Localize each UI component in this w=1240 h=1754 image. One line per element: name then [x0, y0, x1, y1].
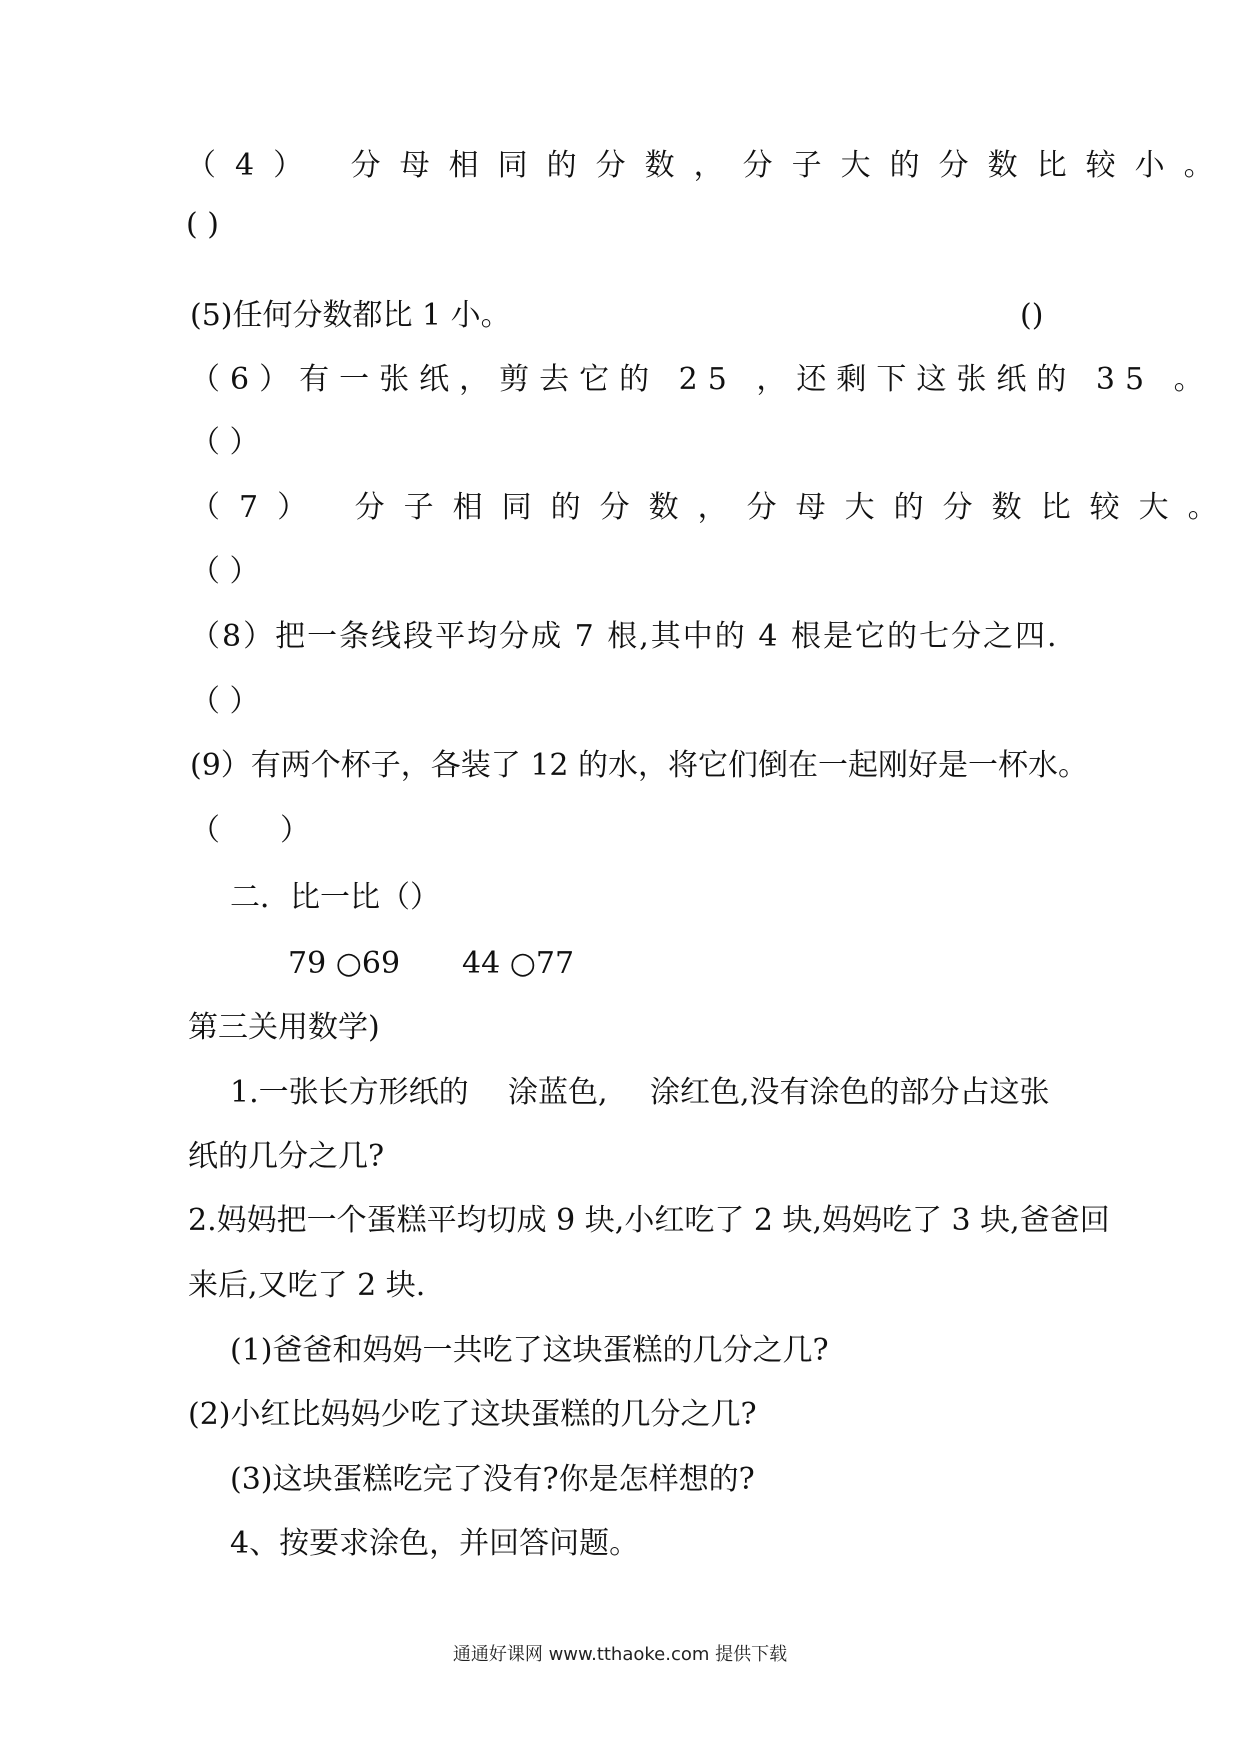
q4-bracket: ( ) [186, 207, 219, 242]
section3-p1-part-c: 涂红色,没有涂色的部分占这张 [650, 1075, 1050, 1110]
section3-sub-2: (2)小红比妈妈少吃了这块蛋糕的几分之几? [188, 1397, 757, 1432]
section3-sub-3: (3)这块蛋糕吃完了没有?你是怎样想的? [230, 1462, 755, 1497]
q7-bracket: （ ） [190, 554, 260, 589]
section3-p1-part-a: 1.一张长方形纸的 [230, 1075, 469, 1110]
q8-bracket: （ ） [190, 684, 260, 719]
q9-text: (9）有两个杯子，各装了 12 的水，将它们倒在一起刚好是一杯水。 [190, 748, 1089, 783]
section3-p1-part-d: 纸的几分之几? [188, 1139, 385, 1174]
compare-item-2: 44 ○77 [462, 946, 575, 981]
compare-item-1: 79 ○69 [288, 946, 401, 981]
section3-p1-part-b: 涂蓝色, [508, 1075, 608, 1110]
section3-p2-line-2: 来后,又吃了 2 块. [188, 1268, 426, 1303]
q6-bracket: （ ） [190, 425, 260, 460]
q9-bracket: （ ） [190, 813, 310, 848]
section3-title: 第三关用数学) [188, 1010, 380, 1045]
footer-credit: 通通好课网 www.tthaoke.com 提供下载 [452, 1644, 788, 1665]
q6-text: （6）有一张纸，剪去它的 25 ，还剩下这张纸的 35 。 [190, 362, 1214, 397]
section3-p2-line-1: 2.妈妈把一个蛋糕平均切成 9 块,小红吃了 2 块,妈妈吃了 3 块,爸爸回 [188, 1203, 1110, 1238]
compare-title: 二．比一比（） [230, 880, 440, 915]
q5-bracket: () [1020, 298, 1044, 333]
section3-sub-1: (1)爸爸和妈妈一共吃了这块蛋糕的几分之几? [230, 1333, 829, 1368]
q5-text: (5)任何分数都比 1 小。 [190, 298, 511, 333]
q7-text: （7） 分子相同的分数，分母大的分数比较大。 [190, 490, 1237, 525]
section3-p4: 4、按要求涂色，并回答问题。 [230, 1526, 640, 1561]
q4-text: （4） 分母相同的分数，分子大的分数比较小。 [186, 148, 1233, 183]
q8-text: （8）把一条线段平均分成 7 根,其中的 4 根是它的七分之四. [190, 619, 1059, 654]
